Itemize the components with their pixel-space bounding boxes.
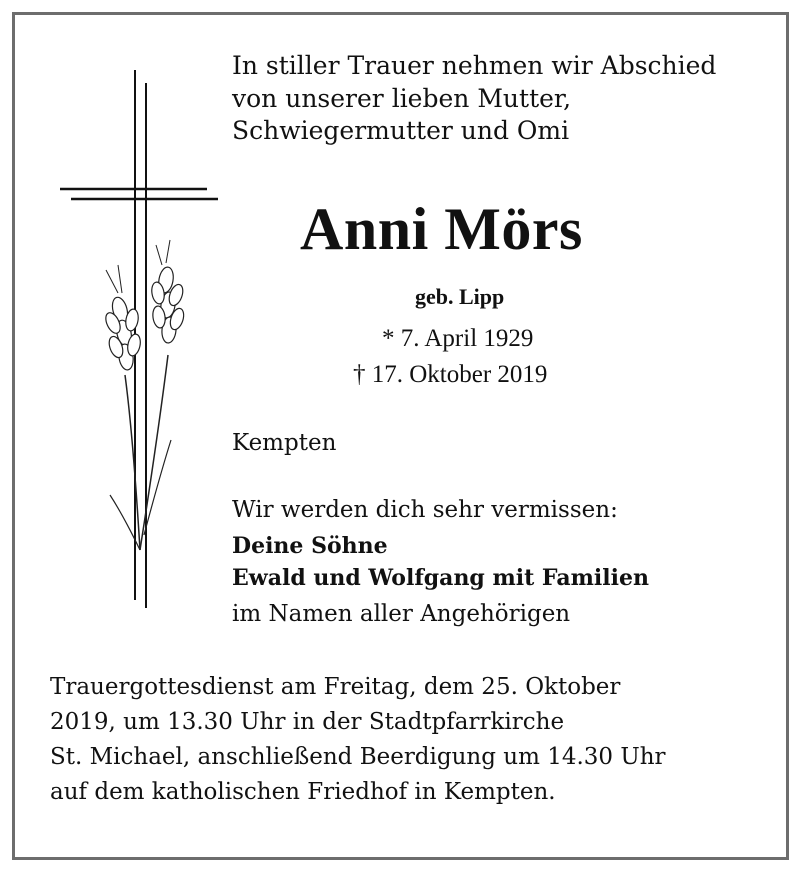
place: Kempten <box>232 430 337 456</box>
service-line: Trauergottesdienst am Freitag, dem 25. Oktober <box>50 674 621 700</box>
mourners-relatives: im Namen aller Angehörigen <box>232 601 571 627</box>
cross-with-wheat-icon <box>48 55 223 615</box>
service-line: St. Michael, anschließend Beerdigung um 14.30 Uhr <box>50 744 666 770</box>
intro-line: Schwiegermutter und Omi <box>232 116 570 145</box>
deceased-name: Anni Mörs <box>300 196 583 262</box>
intro-text <box>232 50 716 148</box>
death-date: † 17. Oktober 2019 <box>353 361 548 388</box>
mourners-intro: Wir werden dich sehr vermissen: <box>232 497 618 523</box>
maiden-name: geb. Lipp <box>415 284 505 309</box>
mourners-names: Ewald und Wolfgang mit Familien <box>232 565 649 591</box>
mourners-sons: Deine Söhne <box>232 533 388 559</box>
intro-line: In stiller Trauer nehmen wir Abschied <box>232 51 717 80</box>
service-info <box>50 670 666 810</box>
service-line: 2019, um 13.30 Uhr in der Stadtpfarrkirche <box>50 709 565 735</box>
service-line: auf dem katholischen Friedhof in Kempten. <box>50 779 556 805</box>
intro-line: von unserer lieben Mutter, <box>232 83 572 113</box>
birth-date: * 7. April 1929 <box>382 325 534 352</box>
